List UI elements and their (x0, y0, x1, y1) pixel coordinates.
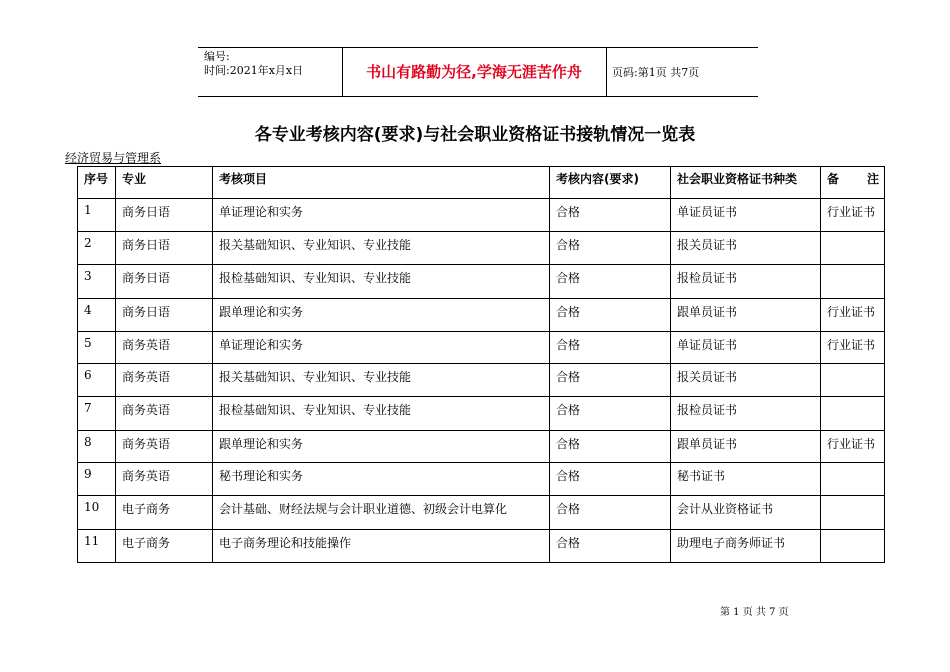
cell-note (821, 496, 885, 530)
cell-note (821, 364, 885, 397)
cell-content: 合格 (550, 265, 671, 299)
cell-no: 3 (78, 265, 116, 299)
cell-note: 行业证书 (821, 332, 885, 364)
cell-note (821, 463, 885, 496)
cell-content: 合格 (550, 431, 671, 463)
certification-table (77, 166, 885, 563)
cell-major: 电子商务 (116, 496, 213, 530)
cell-cert: 秘书证书 (671, 463, 821, 496)
cell-no: 11 (78, 530, 116, 563)
cell-content: 合格 (550, 332, 671, 364)
cell-major: 商务日语 (116, 199, 213, 232)
table-row (78, 265, 885, 299)
cell-note: 行业证书 (821, 431, 885, 463)
cell-cert: 助理电子商务师证书 (671, 530, 821, 563)
cell-major: 商务日语 (116, 299, 213, 332)
table-row (78, 199, 885, 232)
cell-content: 合格 (550, 299, 671, 332)
header-divider-right (606, 47, 607, 96)
cell-content: 合格 (550, 364, 671, 397)
table-row (78, 463, 885, 496)
cell-note: 行业证书 (821, 199, 885, 232)
cell-major: 商务日语 (116, 232, 213, 265)
table-row (78, 431, 885, 463)
cell-note: 行业证书 (821, 299, 885, 332)
cell-major: 商务英语 (116, 364, 213, 397)
cell-items: 单证理论和实务 (213, 199, 550, 232)
header-motto: 书山有路勤为径,学海无涯苦作舟 (366, 63, 582, 81)
table-row (78, 299, 885, 332)
cell-content: 合格 (550, 463, 671, 496)
cell-no: 8 (78, 431, 116, 463)
cell-major: 商务英语 (116, 397, 213, 431)
cell-no: 6 (78, 364, 116, 397)
table-row (78, 332, 885, 364)
cell-cert: 单证员证书 (671, 332, 821, 364)
header-time-label: 时间:2021年x月x日 (204, 64, 304, 77)
cell-items: 秘书理论和实务 (213, 463, 550, 496)
cell-major: 商务英语 (116, 463, 213, 496)
table-row (78, 232, 885, 265)
cell-major: 商务英语 (116, 431, 213, 463)
cell-no: 2 (78, 232, 116, 265)
cell-no: 9 (78, 463, 116, 496)
cell-content: 合格 (550, 199, 671, 232)
cell-items: 报关基础知识、专业知识、专业技能 (213, 364, 550, 397)
col-header-items: 考核项目 (213, 167, 550, 199)
col-header-cert: 社会职业资格证书种类 (671, 167, 821, 199)
cell-major: 商务英语 (116, 332, 213, 364)
col-header-no: 序号 (78, 167, 116, 199)
table-row (78, 397, 885, 431)
cell-note (821, 397, 885, 431)
col-header-major: 专业 (116, 167, 213, 199)
cell-items: 单证理论和实务 (213, 332, 550, 364)
cell-items: 报关基础知识、专业知识、专业技能 (213, 232, 550, 265)
table-body (78, 199, 885, 563)
cell-cert: 跟单员证书 (671, 431, 821, 463)
cell-items: 跟单理论和实务 (213, 299, 550, 332)
cell-content: 合格 (550, 232, 671, 265)
cell-no: 4 (78, 299, 116, 332)
cell-content: 合格 (550, 530, 671, 563)
header-number-label: 编号: (204, 50, 230, 63)
cell-cert: 报关员证书 (671, 364, 821, 397)
cell-cert: 报检员证书 (671, 397, 821, 431)
cell-no: 1 (78, 199, 116, 232)
department-label: 经济贸易与管理系 (65, 151, 162, 165)
cell-no: 5 (78, 332, 116, 364)
cell-cert: 单证员证书 (671, 199, 821, 232)
table-header-row (78, 167, 885, 199)
cell-no: 7 (78, 397, 116, 431)
cell-cert: 会计从业资格证书 (671, 496, 821, 530)
cell-note (821, 530, 885, 563)
cell-items: 报检基础知识、专业知识、专业技能 (213, 265, 550, 299)
cell-cert: 跟单员证书 (671, 299, 821, 332)
table-row (78, 530, 885, 563)
cell-major: 商务日语 (116, 265, 213, 299)
table-row (78, 496, 885, 530)
cell-items: 跟单理论和实务 (213, 431, 550, 463)
cell-no: 10 (78, 496, 116, 530)
col-header-content: 考核内容(要求) (550, 167, 671, 199)
header-bottom-rule (198, 96, 758, 97)
header-page-label: 页码:第1页 共7页 (612, 66, 700, 79)
cell-cert: 报检员证书 (671, 265, 821, 299)
page-footer: 第 1 页 共 7 页 (720, 607, 789, 618)
cell-items: 报检基础知识、专业知识、专业技能 (213, 397, 550, 431)
cell-cert: 报关员证书 (671, 232, 821, 265)
cell-note (821, 232, 885, 265)
cell-items: 电子商务理论和技能操作 (213, 530, 550, 563)
cell-note (821, 265, 885, 299)
document-title: 各专业考核内容(要求)与社会职业资格证书接轨情况一览表 (254, 125, 696, 145)
col-header-note: 备 注 (821, 167, 885, 199)
cell-content: 合格 (550, 496, 671, 530)
table-row (78, 364, 885, 397)
cell-content: 合格 (550, 397, 671, 431)
cell-items: 会计基础、财经法规与会计职业道德、初级会计电算化 (213, 496, 550, 530)
cell-major: 电子商务 (116, 530, 213, 563)
